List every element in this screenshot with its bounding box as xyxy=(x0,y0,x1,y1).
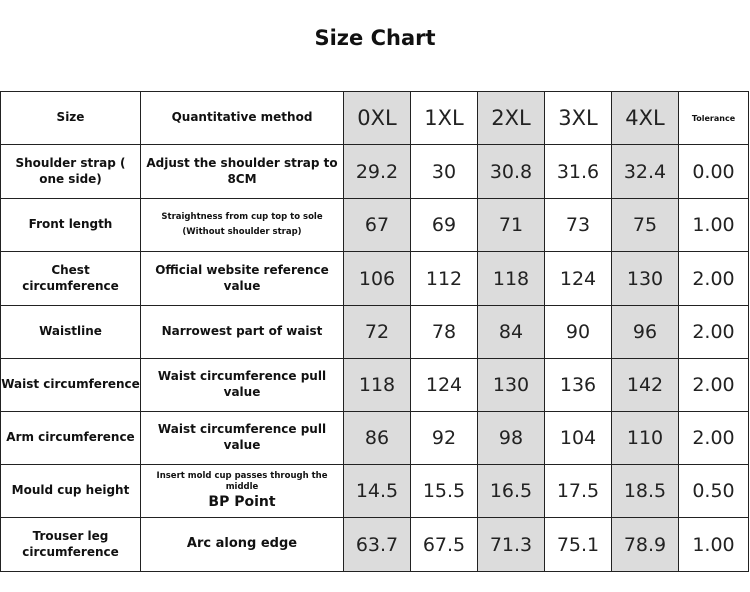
cell-value: 73 xyxy=(545,199,612,252)
row-name: Shoulder strap ( one side) xyxy=(1,145,141,199)
cell-value: 124 xyxy=(545,252,612,306)
row-name: Trouser leg circumference xyxy=(1,518,141,572)
cell-value: 71 xyxy=(478,199,545,252)
cell-value: 136 xyxy=(545,359,612,412)
cell-value: 67.5 xyxy=(411,518,478,572)
header-row xyxy=(1,92,749,145)
cell-value: 84 xyxy=(478,306,545,359)
row-method-line2: (Without shoulder strap) xyxy=(182,227,302,237)
cell-value: 16.5 xyxy=(478,465,545,518)
cell-value: 63.7 xyxy=(344,518,411,572)
cell-value: 30.8 xyxy=(478,145,545,199)
cell-tolerance: 0.50 xyxy=(679,465,749,518)
cell-value: 31.6 xyxy=(545,145,612,199)
cell-value: 72 xyxy=(344,306,411,359)
page-title: Size Chart xyxy=(314,26,436,50)
cell-value: 104 xyxy=(545,412,612,465)
header-size-0: 0XL xyxy=(344,92,411,145)
cell-value: 90 xyxy=(545,306,612,359)
header-method: Quantitative method xyxy=(141,92,344,145)
row-method: Narrowest part of waist xyxy=(141,306,344,359)
row-method: Waist circumference pull value xyxy=(141,412,344,465)
row-name: Waist circumference xyxy=(1,359,141,412)
table-row xyxy=(1,359,749,412)
row-method-line2: BP Point xyxy=(208,493,276,510)
cell-value: 130 xyxy=(612,252,679,306)
table-row xyxy=(1,306,749,359)
cell-value: 17.5 xyxy=(545,465,612,518)
cell-value: 29.2 xyxy=(344,145,411,199)
row-name: Chest circumference xyxy=(1,252,141,306)
header-tolerance: Tolerance xyxy=(679,92,749,145)
header-size: Size xyxy=(1,92,141,145)
cell-value: 92 xyxy=(411,412,478,465)
row-method-line1: Straightness from cup top to sole xyxy=(161,211,323,222)
row-method xyxy=(141,465,344,518)
row-name: Mould cup height xyxy=(1,465,141,518)
cell-value: 118 xyxy=(478,252,545,306)
cell-value: 124 xyxy=(411,359,478,412)
size-chart-table xyxy=(0,91,749,572)
row-name: Front length xyxy=(1,199,141,252)
cell-value: 32.4 xyxy=(612,145,679,199)
table-row xyxy=(1,412,749,465)
cell-value: 130 xyxy=(478,359,545,412)
cell-value: 71.3 xyxy=(478,518,545,572)
cell-value: 18.5 xyxy=(612,465,679,518)
cell-tolerance: 2.00 xyxy=(679,306,749,359)
table-row xyxy=(1,145,749,199)
cell-tolerance: 1.00 xyxy=(679,199,749,252)
cell-value: 118 xyxy=(344,359,411,412)
cell-value: 86 xyxy=(344,412,411,465)
table-row xyxy=(1,252,749,306)
cell-value: 15.5 xyxy=(411,465,478,518)
cell-value: 67 xyxy=(344,199,411,252)
row-method: Official website reference value xyxy=(141,252,344,306)
cell-value: 78 xyxy=(411,306,478,359)
header-size-1: 1XL xyxy=(411,92,478,145)
header-size-3: 3XL xyxy=(545,92,612,145)
cell-tolerance: 0.00 xyxy=(679,145,749,199)
row-method-line1: Insert mold cup passes through the middle xyxy=(156,470,328,492)
cell-value: 98 xyxy=(478,412,545,465)
row-name: Waistline xyxy=(1,306,141,359)
cell-value: 106 xyxy=(344,252,411,306)
cell-value: 96 xyxy=(612,306,679,359)
row-method: Waist circumference pull value xyxy=(141,359,344,412)
row-method: Adjust the shoulder strap to 8CM xyxy=(141,145,344,199)
cell-value: 30 xyxy=(411,145,478,199)
table-row xyxy=(1,199,749,252)
table-row xyxy=(1,465,749,518)
cell-value: 78.9 xyxy=(612,518,679,572)
cell-tolerance: 2.00 xyxy=(679,412,749,465)
cell-value: 112 xyxy=(411,252,478,306)
row-method: Arc along edge xyxy=(141,518,344,572)
header-size-4: 4XL xyxy=(612,92,679,145)
cell-value: 110 xyxy=(612,412,679,465)
row-name: Arm circumference xyxy=(1,412,141,465)
cell-tolerance: 1.00 xyxy=(679,518,749,572)
row-method xyxy=(141,199,344,252)
cell-value: 75.1 xyxy=(545,518,612,572)
header-size-2: 2XL xyxy=(478,92,545,145)
cell-tolerance: 2.00 xyxy=(679,359,749,412)
cell-value: 75 xyxy=(612,199,679,252)
cell-value: 14.5 xyxy=(344,465,411,518)
cell-value: 142 xyxy=(612,359,679,412)
table-row xyxy=(1,518,749,572)
cell-value: 69 xyxy=(411,199,478,252)
cell-tolerance: 2.00 xyxy=(679,252,749,306)
